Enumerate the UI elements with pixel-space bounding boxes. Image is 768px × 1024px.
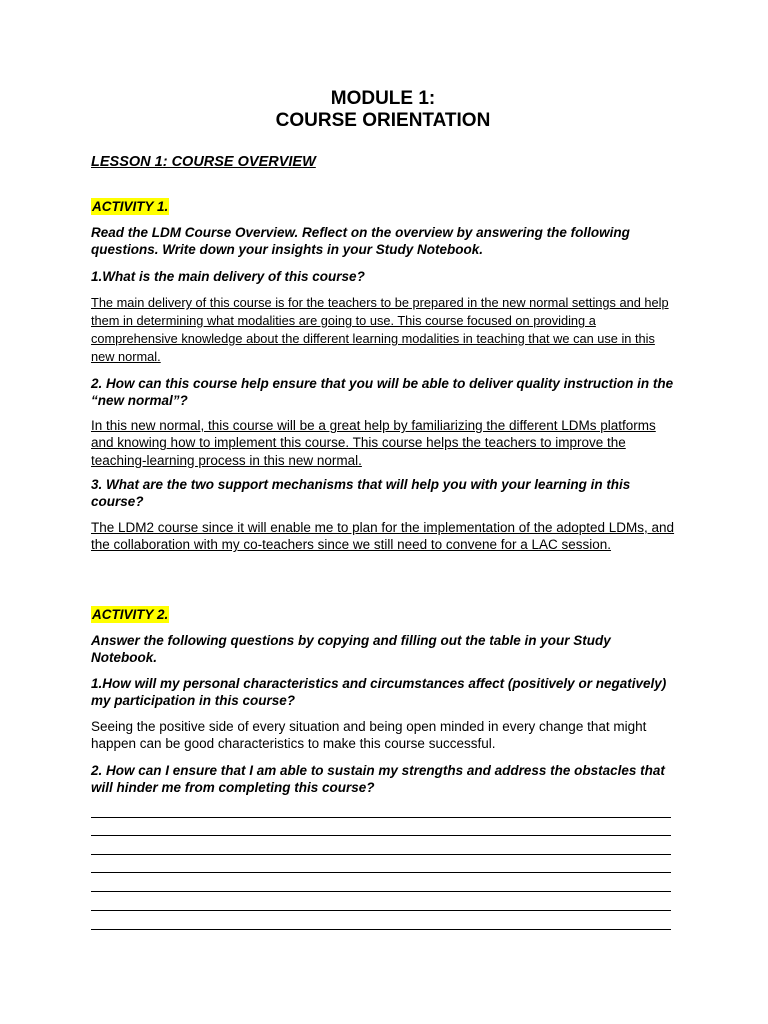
activity-1-answer-3: The LDM2 course since it will enable me to plan for the implementation of the adopted LDMs, and the collaboration with my co-teachers since we still need to convene for a LAC session.	[91, 520, 675, 553]
activity-1-label: ACTIVITY 1.	[92, 199, 169, 214]
module-title: MODULE 1:	[330, 88, 436, 109]
lesson-heading: LESSON 1: COURSE OVERVIEW	[91, 154, 316, 170]
activity-1-question-3: 3. What are the two support mechanisms that will help you with your learning in this course?	[91, 477, 631, 509]
answer-blank-line	[91, 910, 671, 911]
activity-1-instruction: Read the LDM Course Overview. Reflect on the overview by answering the following questions. Write down your insights in your Study Notebook.	[91, 225, 630, 257]
activity-1-answer-1: The main delivery of this course is for the teachers to be prepared in the new normal settings and help them in determining what modalities are going to use. This course focused on providing a comprehensive knowledge about the different learning modalities in teaching that we can use in this new normal.	[91, 295, 669, 364]
answer-blank-line	[91, 929, 671, 930]
module-subtitle: COURSE ORIENTATION	[275, 110, 491, 131]
document-page	[91, 0, 675, 1024]
activity-1-answer-2: In this new normal, this course will be a great help by familiarizing the different LDMs platforms and knowing how to implement this course. This course helps the teachers to improve the teaching-learning process in this new normal.	[91, 418, 656, 468]
activity-1-question-2: 2. How can this course help ensure that you will be able to deliver quality instruction in the “new normal”?	[91, 376, 674, 408]
activity-1-question-1: 1.What is the main delivery of this course?	[91, 269, 365, 284]
activity-2-instruction: Answer the following questions by copying and filling out the table in your Study Notebook.	[91, 633, 611, 665]
activity-2-question-1: 1.How will my personal characteristics and circumstances affect (positively or negatively) my participation in this course?	[91, 676, 667, 708]
answer-blank-line	[91, 854, 671, 855]
activity-2-answer-1: Seeing the positive side of every situation and being open minded in every change that might happen can be good characteristics to make this course successful.	[91, 719, 647, 751]
activity-2-label: ACTIVITY 2.	[92, 607, 169, 622]
answer-blank-line	[91, 891, 671, 892]
answer-blank-line	[91, 835, 671, 836]
activity-2-question-2: 2. How can I ensure that I am able to sustain my strengths and address the obstacles that will hinder me from completing this course?	[91, 763, 665, 795]
answer-blank-line	[91, 817, 671, 818]
answer-blank-line	[91, 872, 671, 873]
